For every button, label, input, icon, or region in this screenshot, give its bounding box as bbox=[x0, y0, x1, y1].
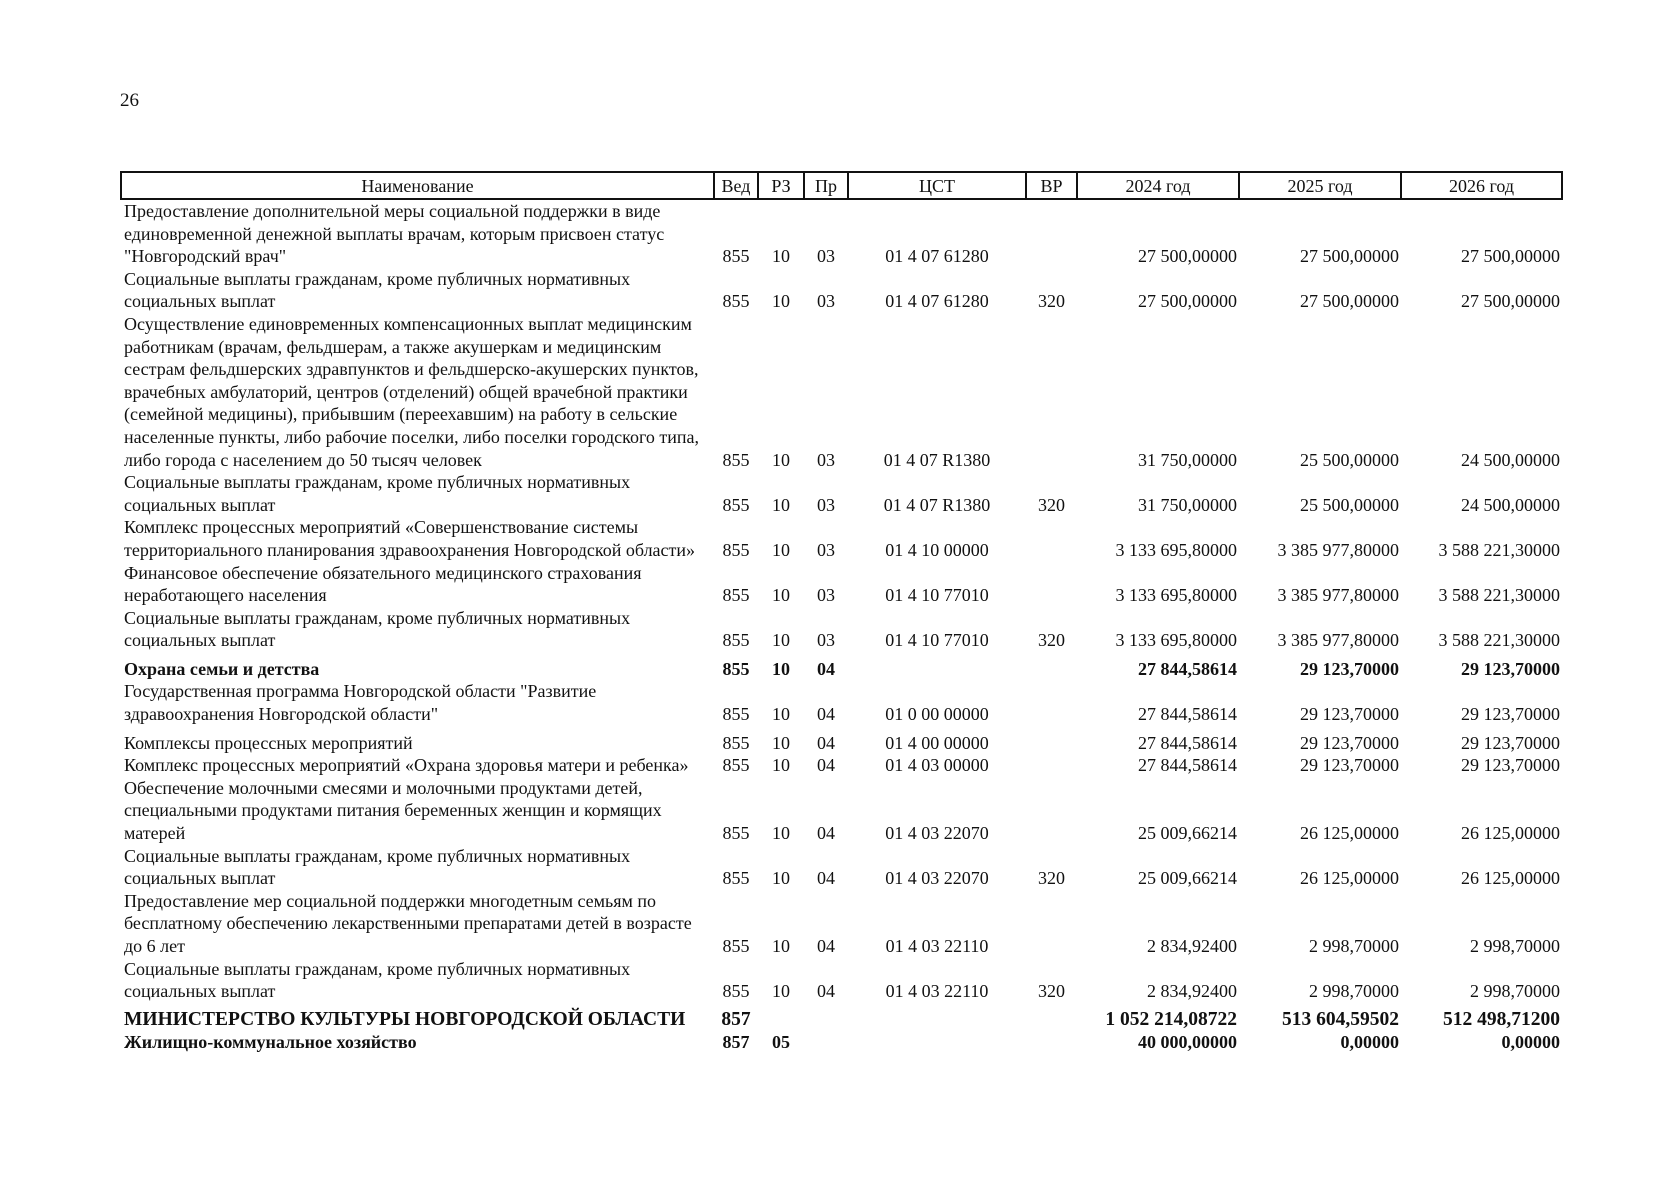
row-2026: 27 500,00000 bbox=[1461, 291, 1560, 312]
table-row bbox=[121, 607, 1562, 652]
row-vr bbox=[1026, 199, 1077, 268]
row-name: Социальные выплаты гражданам, кроме публичных нормативных социальных выплат bbox=[124, 268, 631, 312]
row-rz: 10 bbox=[772, 868, 790, 889]
row-vr: 320 bbox=[1038, 981, 1065, 1002]
row-pr: 04 bbox=[817, 981, 835, 1002]
row-name: Комплексы процессных мероприятий bbox=[124, 732, 413, 753]
header-rz: РЗ bbox=[758, 172, 804, 199]
row-ved: 855 bbox=[722, 585, 750, 606]
row-name: Осуществление единовременных компенсационных выплат медицинским работникам (врачам, фельдшерам, а также акушеркам и медицинским сестрам фельдшерских здравпунктов и фельдшерско-акушерских пунктов, врачебных амбулаторий, центров (отделений) общей врачебной практики (семейной медицины), прибывшим (переехавшим) на работу в сельские населенные пункты, либо рабочие поселки, либо поселки городского типа, либо города с населением до 50 тысяч человек bbox=[124, 313, 700, 470]
row-2025: 25 500,00000 bbox=[1300, 494, 1399, 515]
row-pr: 04 bbox=[817, 704, 835, 725]
row-pr: 04 bbox=[817, 658, 835, 679]
row-rz: 10 bbox=[772, 658, 790, 679]
budget-table bbox=[120, 171, 1563, 1054]
row-rz: 10 bbox=[772, 585, 790, 606]
row-2025: 3 385 977,80000 bbox=[1277, 539, 1399, 560]
row-cst: 01 0 00 00000 bbox=[885, 704, 989, 725]
row-2024: 2 834,92400 bbox=[1147, 936, 1237, 956]
row-name: Охрана семьи и детства bbox=[124, 658, 320, 679]
header-cst: ЦСТ bbox=[848, 172, 1026, 199]
row-2025: 513 604,59502 bbox=[1282, 1008, 1399, 1030]
row-ved: 855 bbox=[722, 936, 750, 956]
row-cst bbox=[848, 652, 1026, 681]
row-pr: 04 bbox=[817, 868, 835, 889]
row-cst: 01 4 10 00000 bbox=[885, 539, 989, 560]
row-2024: 31 750,00000 bbox=[1138, 494, 1237, 515]
header-2024: 2024 год bbox=[1077, 172, 1239, 199]
row-cst: 01 4 10 77010 bbox=[885, 630, 989, 651]
row-cst: 01 4 07 61280 bbox=[885, 246, 989, 267]
row-2026: 26 125,00000 bbox=[1461, 868, 1560, 889]
row-cst: 01 4 10 77010 bbox=[885, 585, 989, 606]
row-cst: 01 4 03 22110 bbox=[885, 981, 989, 1002]
row-ved: 857 bbox=[722, 1032, 750, 1053]
row-pr: 03 bbox=[817, 539, 835, 560]
row-2024: 27 844,58614 bbox=[1138, 658, 1237, 679]
row-rz bbox=[758, 1003, 804, 1032]
row-2026: 24 500,00000 bbox=[1461, 494, 1560, 515]
row-cst bbox=[848, 1003, 1026, 1032]
row-2026: 2 998,70000 bbox=[1470, 936, 1560, 956]
row-pr: 04 bbox=[817, 732, 835, 753]
table-row bbox=[121, 890, 1562, 958]
row-2025: 2 998,70000 bbox=[1309, 981, 1399, 1002]
row-2025: 2 998,70000 bbox=[1309, 936, 1399, 956]
row-2025: 26 125,00000 bbox=[1300, 823, 1399, 844]
row-pr: 03 bbox=[817, 291, 835, 312]
row-2025: 25 500,00000 bbox=[1300, 449, 1399, 470]
row-2024: 2 834,92400 bbox=[1147, 981, 1237, 1002]
row-rz: 10 bbox=[772, 936, 790, 956]
row-pr: 03 bbox=[817, 246, 835, 267]
row-vr bbox=[1026, 754, 1077, 777]
row-name: Предоставление дополнительной меры социальной поддержки в виде единовременной денежной выплаты врачам, которым присвоен статус "Новгородский врач" bbox=[124, 201, 665, 267]
row-rz: 05 bbox=[772, 1032, 790, 1053]
table-row bbox=[121, 471, 1562, 516]
row-vr: 320 bbox=[1038, 291, 1065, 312]
row-pr: 04 bbox=[817, 936, 835, 956]
row-name: Предоставление мер социальной поддержки многодетным семьям по бесплатному обеспечению лекарственными препаратами детей в возрасте до 6 лет bbox=[124, 890, 692, 956]
row-2026: 26 125,00000 bbox=[1461, 823, 1560, 844]
row-cst: 01 4 03 00000 bbox=[885, 755, 989, 776]
row-2026: 29 123,70000 bbox=[1461, 755, 1560, 776]
row-rz: 10 bbox=[772, 732, 790, 753]
row-ved: 855 bbox=[722, 246, 750, 267]
row-name: Социальные выплаты гражданам, кроме публичных нормативных социальных выплат bbox=[124, 958, 631, 1002]
row-2024: 3 133 695,80000 bbox=[1115, 585, 1237, 606]
row-2024: 27 500,00000 bbox=[1138, 291, 1237, 312]
row-2025: 29 123,70000 bbox=[1300, 732, 1399, 753]
table-row bbox=[121, 754, 1562, 777]
row-cst bbox=[848, 1031, 1026, 1054]
row-2025: 27 500,00000 bbox=[1300, 291, 1399, 312]
row-pr bbox=[804, 1003, 848, 1032]
table-row-section bbox=[121, 1031, 1562, 1054]
row-ved: 855 bbox=[722, 823, 750, 844]
row-2026: 0,00000 bbox=[1501, 1032, 1560, 1053]
row-pr: 03 bbox=[817, 494, 835, 515]
row-rz: 10 bbox=[772, 630, 790, 651]
row-2025: 29 123,70000 bbox=[1300, 658, 1399, 679]
row-name: Социальные выплаты гражданам, кроме публичных нормативных социальных выплат bbox=[124, 607, 631, 651]
table-row bbox=[121, 268, 1562, 313]
row-vr bbox=[1026, 516, 1077, 561]
row-name: Жилищно-коммунальное хозяйство bbox=[124, 1032, 417, 1053]
row-2024: 27 844,58614 bbox=[1138, 755, 1237, 776]
row-rz: 10 bbox=[772, 449, 790, 470]
table-row bbox=[121, 958, 1562, 1003]
row-2026: 512 498,71200 bbox=[1443, 1008, 1560, 1030]
row-2026: 3 588 221,30000 bbox=[1438, 539, 1560, 560]
row-pr bbox=[804, 1031, 848, 1054]
row-2025: 0,00000 bbox=[1340, 1032, 1399, 1053]
row-2024: 25 009,66214 bbox=[1138, 868, 1237, 889]
row-vr bbox=[1026, 680, 1077, 725]
row-cst: 01 4 03 22070 bbox=[885, 823, 989, 844]
row-2026: 29 123,70000 bbox=[1461, 704, 1560, 725]
row-name: Комплекс процессных мероприятий «Охрана здоровья матери и ребенка» bbox=[124, 755, 689, 776]
row-2025: 26 125,00000 bbox=[1300, 868, 1399, 889]
table-row bbox=[121, 726, 1562, 755]
row-vr bbox=[1026, 1031, 1077, 1054]
row-2026: 3 588 221,30000 bbox=[1438, 630, 1560, 651]
row-2024: 25 009,66214 bbox=[1138, 823, 1237, 844]
row-2026: 27 500,00000 bbox=[1461, 246, 1560, 267]
row-vr bbox=[1026, 652, 1077, 681]
row-cst: 01 4 07 R1380 bbox=[883, 494, 991, 515]
row-ved: 855 bbox=[722, 494, 750, 515]
row-name: Комплекс процессных мероприятий «Совершенствование системы территориального планирования здравоохранения Новгородской области» bbox=[124, 517, 696, 560]
row-rz: 10 bbox=[772, 755, 790, 776]
row-2026: 29 123,70000 bbox=[1461, 658, 1560, 679]
row-vr bbox=[1026, 313, 1077, 471]
row-2024: 3 133 695,80000 bbox=[1115, 539, 1237, 560]
header-name: Наименование bbox=[121, 172, 714, 199]
row-2026: 3 588 221,30000 bbox=[1438, 585, 1560, 606]
row-pr: 03 bbox=[817, 585, 835, 606]
row-pr: 03 bbox=[817, 449, 835, 470]
row-ved: 855 bbox=[722, 658, 750, 679]
row-name: Финансовое обеспечение обязательного медицинского страхования неработающего населения bbox=[124, 562, 642, 606]
row-vr bbox=[1026, 726, 1077, 755]
header-2026: 2026 год bbox=[1401, 172, 1562, 199]
row-ved: 855 bbox=[722, 704, 750, 725]
row-ved: 855 bbox=[722, 539, 750, 560]
table-row bbox=[121, 777, 1562, 845]
row-vr: 320 bbox=[1038, 868, 1065, 889]
row-pr: 04 bbox=[817, 823, 835, 844]
row-vr bbox=[1026, 562, 1077, 607]
row-cst: 01 4 07 61280 bbox=[885, 291, 989, 312]
row-2024: 1 052 214,08722 bbox=[1105, 1008, 1237, 1030]
row-2024: 27 500,00000 bbox=[1138, 246, 1237, 267]
row-2026: 29 123,70000 bbox=[1461, 732, 1560, 753]
row-pr: 03 bbox=[817, 630, 835, 651]
row-name: Социальные выплаты гражданам, кроме публичных нормативных социальных выплат bbox=[124, 472, 631, 515]
row-ved: 855 bbox=[722, 981, 750, 1002]
row-2025: 29 123,70000 bbox=[1300, 704, 1399, 725]
row-2026: 2 998,70000 bbox=[1470, 981, 1560, 1002]
row-rz: 10 bbox=[772, 539, 790, 560]
row-2024: 31 750,00000 bbox=[1138, 449, 1237, 470]
row-2025: 3 385 977,80000 bbox=[1277, 630, 1399, 651]
row-cst: 01 4 03 22110 bbox=[885, 936, 989, 956]
row-vr: 320 bbox=[1038, 494, 1065, 515]
row-pr: 04 bbox=[817, 755, 835, 776]
header-2025: 2025 год bbox=[1239, 172, 1401, 199]
row-2025: 3 385 977,80000 bbox=[1277, 585, 1399, 606]
row-ved: 855 bbox=[722, 732, 750, 753]
table-row bbox=[121, 562, 1562, 607]
row-2025: 29 123,70000 bbox=[1300, 755, 1399, 776]
row-cst: 01 4 07 R1380 bbox=[883, 449, 991, 470]
row-rz: 10 bbox=[772, 246, 790, 267]
row-rz: 10 bbox=[772, 291, 790, 312]
row-rz: 10 bbox=[772, 494, 790, 515]
row-cst: 01 4 00 00000 bbox=[885, 732, 989, 753]
row-2024: 40 000,00000 bbox=[1138, 1032, 1237, 1053]
header-vr: ВР bbox=[1026, 172, 1077, 199]
table-row-section bbox=[121, 652, 1562, 681]
table-row-ministry bbox=[121, 1003, 1562, 1032]
row-vr bbox=[1026, 777, 1077, 845]
row-ved: 855 bbox=[722, 630, 750, 651]
row-2024: 27 844,58614 bbox=[1138, 732, 1237, 753]
row-ved: 855 bbox=[722, 291, 750, 312]
row-2026: 24 500,00000 bbox=[1461, 449, 1560, 470]
row-ved: 855 bbox=[722, 755, 750, 776]
table-row bbox=[121, 516, 1562, 561]
table-header-row bbox=[121, 172, 1562, 199]
row-ved: 855 bbox=[722, 449, 750, 470]
row-name: МИНИСТЕРСТВО КУЛЬТУРЫ НОВГОРОДСКОЙ ОБЛАСТИ bbox=[124, 1008, 686, 1030]
row-2025: 27 500,00000 bbox=[1300, 246, 1399, 267]
row-rz: 10 bbox=[772, 823, 790, 844]
table-row bbox=[121, 313, 1562, 471]
row-name: Государственная программа Новгородской области "Развитие здравоохранения Новгородской области" bbox=[124, 681, 597, 725]
row-name: Социальные выплаты гражданам, кроме публичных нормативных социальных выплат bbox=[124, 845, 631, 889]
header-ved: Вед bbox=[714, 172, 758, 199]
table-row bbox=[121, 199, 1562, 268]
row-vr bbox=[1026, 890, 1077, 958]
row-cst: 01 4 03 22070 bbox=[885, 868, 989, 889]
header-pr: Пр bbox=[804, 172, 848, 199]
row-ved: 855 bbox=[722, 868, 750, 889]
row-rz: 10 bbox=[772, 981, 790, 1002]
table-row bbox=[121, 680, 1562, 725]
row-2024: 27 844,58614 bbox=[1138, 704, 1237, 725]
table-row bbox=[121, 845, 1562, 890]
page-number: 26 bbox=[120, 90, 139, 111]
row-name: Обеспечение молочными смесями и молочными продуктами детей, специальными продуктами питания беременных женщин и кормящих матерей bbox=[124, 777, 662, 844]
row-2024: 3 133 695,80000 bbox=[1115, 630, 1237, 651]
row-rz: 10 bbox=[772, 704, 790, 725]
row-vr: 320 bbox=[1038, 630, 1065, 651]
row-vr bbox=[1026, 1003, 1077, 1032]
row-ved: 857 bbox=[721, 1008, 751, 1030]
